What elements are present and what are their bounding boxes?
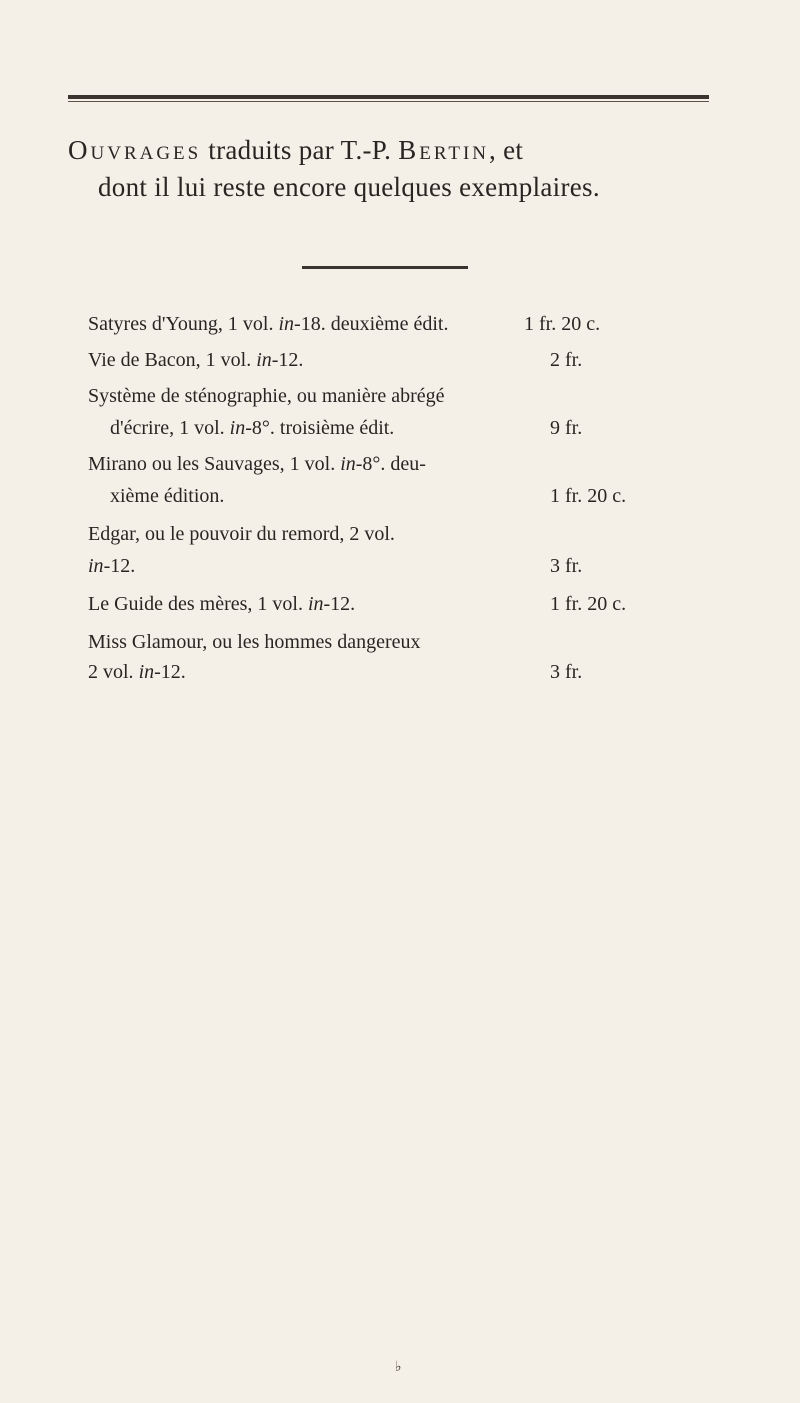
entry-price: 3 fr. — [550, 555, 583, 577]
heading-line1-end: , et — [489, 135, 524, 165]
book-entry-edgar-line2 — [88, 551, 728, 581]
book-entry-miss-glamour-line2 — [88, 657, 728, 687]
entry-price: 9 fr. — [550, 417, 583, 439]
section-divider — [302, 266, 468, 269]
entry-title: Edgar, ou le pouvoir du remord, 2 vol. — [88, 523, 395, 545]
top-thick-rule — [68, 95, 709, 99]
top-thin-rule — [68, 101, 709, 102]
heading-ouvrages: Ouvrages — [68, 135, 202, 165]
book-entry-stenographie-line1 — [88, 381, 728, 411]
entry-title-continued: d'écrire, 1 vol. in-8°. troisième édit. — [110, 417, 395, 439]
entry-title: Satyres d'Young, 1 vol. in-18. deuxième édit. — [88, 313, 449, 335]
entry-price: 1 fr. 20 c. — [550, 593, 627, 615]
entry-title-continued: xième édition. — [110, 485, 225, 507]
heading — [68, 132, 718, 206]
entry-title: Miss Glamour, ou les hommes dangereux — [88, 631, 421, 653]
book-entry-edgar-line1 — [88, 519, 728, 549]
entry-price: 1 fr. 20 c. — [524, 313, 601, 335]
book-entry-satyres — [88, 309, 728, 339]
heading-author-name: Bertin — [398, 135, 490, 165]
entry-price: 1 fr. 20 c. — [550, 485, 627, 507]
entry-title-continued: 2 vol. in-12. — [88, 661, 186, 683]
book-entry-miss-glamour-line1 — [88, 627, 728, 657]
entry-title: Le Guide des mères, 1 vol. in-12. — [88, 593, 356, 615]
entry-title-continued: in-12. — [88, 555, 136, 577]
heading-line-2: dont il lui reste encore quelques exemplaires. — [98, 172, 600, 202]
entry-price: 3 fr. — [550, 661, 583, 683]
book-entry-mirano-line1 — [88, 449, 728, 479]
book-entry-bacon — [88, 345, 728, 375]
printer-mark: ♭ — [395, 1360, 402, 1375]
book-entry-guide-des-meres — [88, 589, 728, 619]
entry-title: Vie de Bacon, 1 vol. in-12. — [88, 349, 304, 371]
book-entry-mirano-line2 — [88, 481, 728, 511]
heading-translated-by: traduits par T.-P. — [201, 135, 399, 165]
book-entry-stenographie-line2 — [88, 413, 728, 443]
entry-price: 2 fr. — [550, 349, 583, 371]
heading-line-1 — [68, 132, 718, 169]
entry-title: Système de sténographie, ou manière abrégé — [88, 385, 445, 407]
entry-title: Mirano ou les Sauvages, 1 vol. in-8°. deu- — [88, 453, 426, 475]
